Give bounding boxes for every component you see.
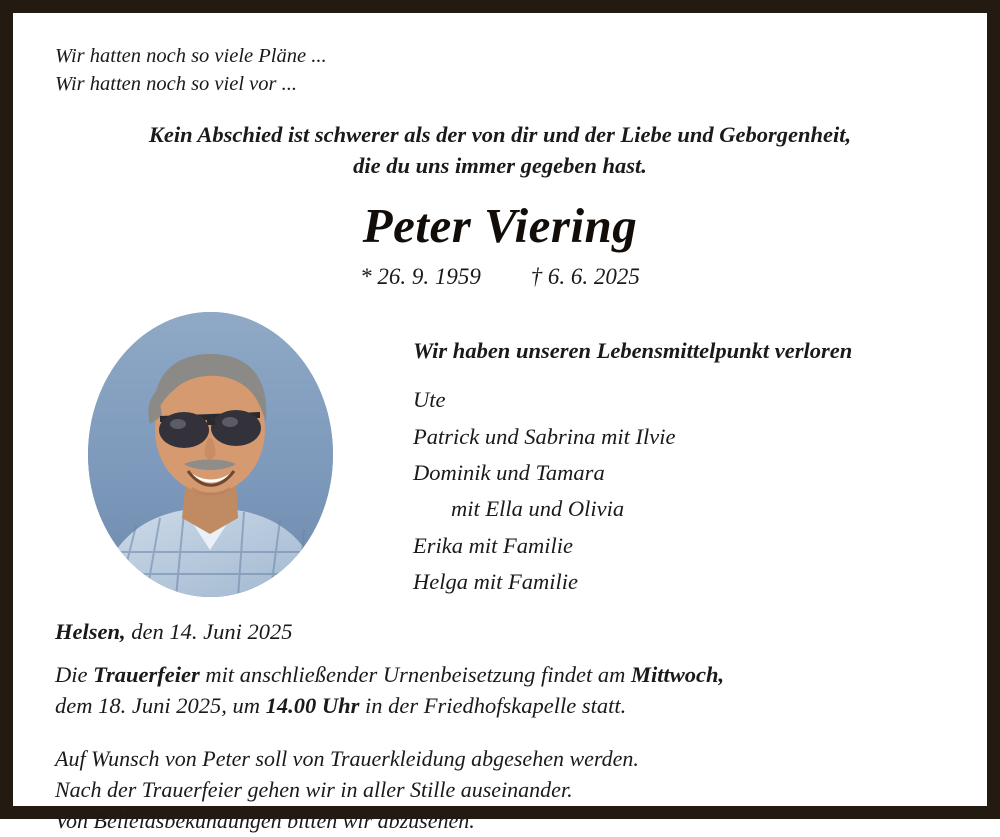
birth-date: * 26. 9. 1959 [360,264,481,290]
list-item [413,564,957,600]
notice-date: den 14. Juni 2025 [125,618,293,644]
family-name-extra: mit Ella und Olivia [451,496,625,522]
ceremony-details [55,659,957,721]
lead-line-1: Kein Abschied ist schwerer als der von dir und der Liebe und Geborgenheit, [148,122,852,148]
family-name: Patrick und Sabrina mit Ilvie [413,423,676,449]
closing-notes [55,743,957,837]
list-item [413,419,957,455]
life-dates [43,264,957,290]
family-list [413,382,957,601]
ceremony-text-4: in der Friedhofskapelle statt. [359,692,627,718]
ceremony-text-3: dem 18. Juni 2025, um [55,692,266,718]
list-item [413,455,957,528]
death-date: † 6. 6. 2025 [530,264,640,290]
place-name: Helsen, [55,618,126,644]
family-name: Erika mit Familie [413,532,573,558]
deceased-name: Peter Viering [362,198,638,254]
closing-line-3: Von Beileidsbekundungen bitten wir abzusehen. [55,808,475,834]
family-name: Dominik und Tamara [413,459,605,485]
list-item [413,528,957,564]
closing-line-1: Auf Wunsch von Peter soll von Trauerkleidung abgesehen werden. [55,745,639,771]
ceremony-weekday: Mittwoch, [630,661,725,687]
ceremony-text-2: mit anschließender Urnenbeisetzung findet am [199,661,631,687]
lead-line-2: die du uns immer gegeben hast. [353,152,647,178]
list-item [413,382,957,418]
ceremony-keyword-trauerfeier: Trauerfeier [93,661,200,687]
intro-line-2: Wir hatten noch so viel vor ... [55,72,297,95]
ceremony-text-1: Die [55,661,94,687]
intro-verse [55,43,957,98]
family-block [413,300,957,601]
family-name: Helga mit Familie [413,569,578,595]
ceremony-time: 14.00 Uhr [265,692,360,718]
intro-line-1: Wir hatten noch so viele Pläne ... [55,45,327,67]
closing-line-2: Nach der Trauerfeier gehen wir in aller Stille auseinander. [55,777,573,803]
place-and-date [55,619,957,645]
portrait-photo [88,312,333,597]
family-name: Ute [413,387,446,413]
family-heading: Wir haben unseren Lebensmittelpunkt verloren [413,338,853,364]
portrait-and-family [43,300,957,601]
lead-verse [43,120,957,181]
